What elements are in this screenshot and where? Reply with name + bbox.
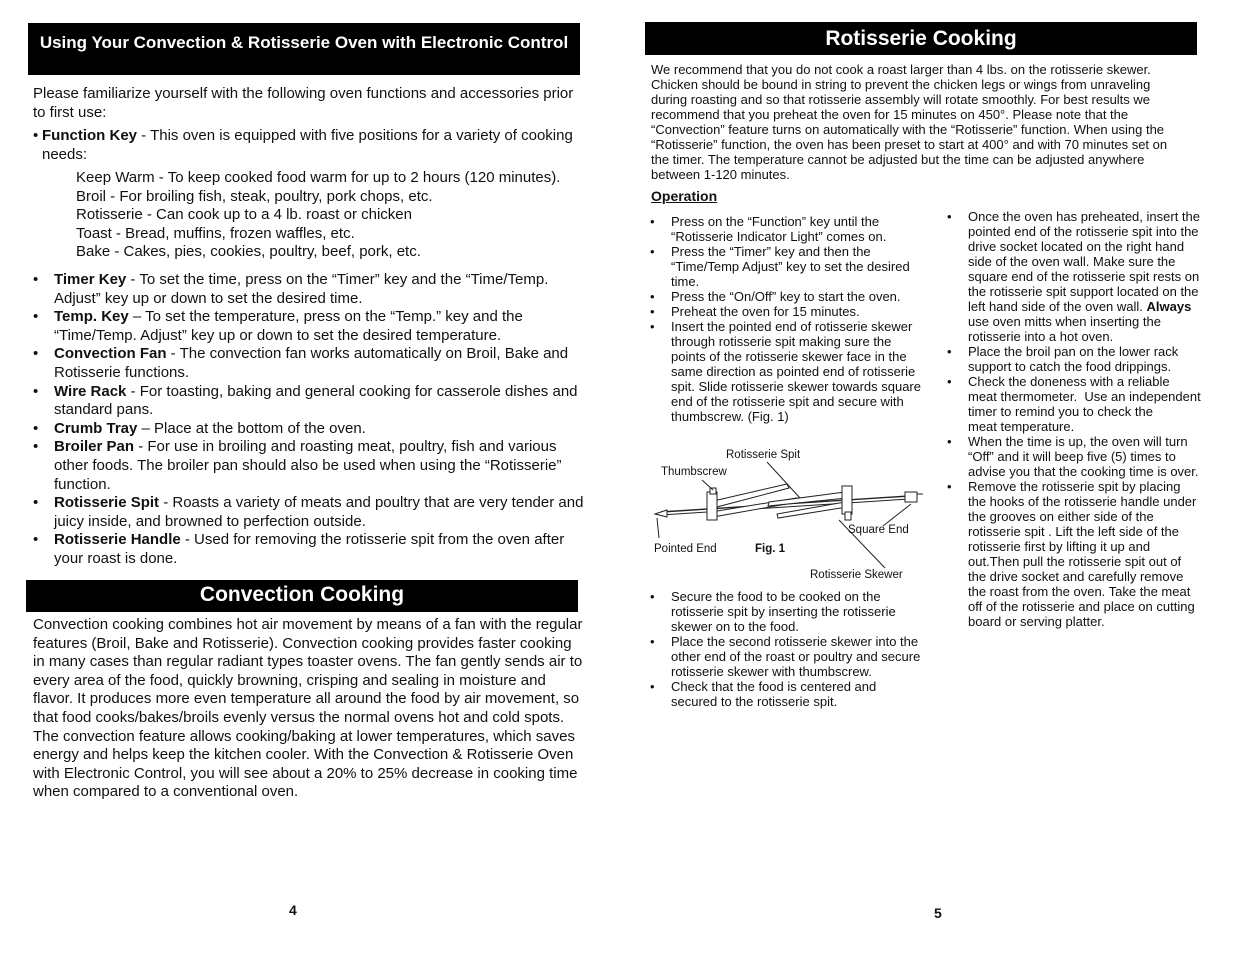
feature-text: – Place at the bottom of the oven. <box>137 419 366 437</box>
bullet: • <box>650 634 655 649</box>
step-text: Once the oven has preheated, insert the pointed end of the rotisserie spit into the drive socket located on the right hand side of the oven wall. Make sure the square end of the rotisserie spit rests on the rotisserie spit support located on the left hand side of the oven wall. <box>968 209 1200 314</box>
bullet: • <box>33 382 39 400</box>
operation-steps-col1 <box>650 214 926 424</box>
function-item-toast: Toast - Bread, muffins, frozen waffles, etc. <box>76 224 355 242</box>
function-items <box>76 169 586 262</box>
feature-label: Temp. Key <box>54 308 129 326</box>
operation-step <box>650 319 926 424</box>
bullet: • <box>650 289 655 304</box>
bullet: • <box>947 344 952 359</box>
function-item-rotisserie: Rotisserie - Can cook up to a 4 lb. roast or chicken <box>76 206 412 224</box>
function-item-broil: Broil - For broiling fish, steak, poultry, pork chops, etc. <box>76 187 433 205</box>
operation-step <box>650 214 926 244</box>
feature-label: Rotisserie Handle <box>54 531 181 549</box>
operation-step <box>650 679 926 709</box>
page-number-right: 5 <box>934 905 942 921</box>
step-text: When the time is up, the oven will turn “Off” and it will beep five (5) times to advise you that the cooking time is over. <box>968 434 1199 479</box>
feature-item-rotisserie-spit <box>33 494 586 531</box>
operation-step <box>947 374 1205 434</box>
feature-text: - For use in broiling and roasting meat, poultry, fish and various other foods. The broiler pan should also be used when using the “Rotisserie” function. <box>54 438 562 493</box>
bullet: • <box>947 209 952 224</box>
function-key-label: Function Key <box>42 127 138 144</box>
left-banner <box>28 23 580 75</box>
feature-item-wire-rack <box>33 383 586 420</box>
operation-steps-col1-after <box>650 589 926 709</box>
step-text: Check that the food is centered and secured to the rotisserie spit. <box>671 679 877 709</box>
label-rotisserie-spit: Rotisserie Spit <box>726 449 801 461</box>
feature-text: - The convection fan works automatically on Broil, Bake and Rotisserie functions. <box>54 345 569 381</box>
operation-step <box>947 344 1201 374</box>
page-right <box>617 0 1235 954</box>
bullet: • <box>33 271 39 288</box>
feature-label: Crumb Tray <box>54 419 138 437</box>
convection-text: Convection cooking combines hot air movement by means of a fan with the regular features (Broil, Bake and Rotisserie). Convection cooking provides faster cooking in many cases than regular radiant types toaster ovens. The fan gently sends air to every area of the food, quickly browning, crisping and sealing in moisture and flavor. It produces more even temperature all around the food by air movement, so that food cooks/bakes/broils evenly versus the normal ovens hot and cold spots. The convection feature allows cooking/baking at lower temperatures, which saves energy and helps keep the kitchen cooler. With the Convection & Rotisserie Oven with Electronic Control, you will see about a 20% to 25% decrease in cooking time when compared to a conventional oven. <box>33 616 583 801</box>
feature-item-broiler-pan <box>33 438 586 494</box>
operation-step <box>947 434 1201 479</box>
label-square-end: Square End <box>848 524 909 536</box>
step-text: Insert the pointed end of rotisserie skewer through rotisserie spit making sure the points of the rotisserie skewer face in the same direction as pointed end of rotisserie spit. Slide rotisserie skewer towards square end of the rotisserie spit and secure with thumbscrew. (Fig. 1) <box>671 319 921 424</box>
label-thumbscrew: Thumbscrew <box>661 466 727 478</box>
bullet: • <box>33 531 39 549</box>
bullet: • <box>947 374 952 389</box>
feature-label: Broiler Pan <box>54 438 135 456</box>
rotisserie-intro: We recommend that you do not cook a roast larger than 4 lbs. on the rotisserie skewer. Chicken should be bound in string to prevent the chicken legs or wings from unraveling during roasting and so that rotisserie assembly will rotate smoothly. For best results we recommend that you preheat the oven for 15 minutes on 450°. Please note that the “Convection” feature turns on automatically with the “Rotisserie” function. When using the “Rotisserie” function, the oven has been preset to start at 400° and with 70 minutes set on the timer. The temperature cannot be adjusted but the time can be adjusted anywhere between 1-120 minutes. <box>651 62 1168 182</box>
bullet: • <box>650 319 655 334</box>
feature-label: Timer Key <box>54 271 127 288</box>
feature-label: Convection Fan <box>54 345 167 363</box>
function-key-text: - This oven is equipped with five positions for a variety of cooking needs: <box>42 127 573 163</box>
feature-item-timer-key <box>33 271 586 308</box>
bullet: • <box>947 434 952 449</box>
bullet: • <box>650 589 655 604</box>
label-rotisserie-skewer: Rotisserie Skewer <box>810 569 903 581</box>
operation-step <box>650 304 926 319</box>
feature-item-rotisserie-handle <box>33 531 586 568</box>
feature-list <box>33 271 586 569</box>
rotisserie-banner <box>645 22 1197 55</box>
left-banner-title: Using Your Convection & Rotisserie Oven with Electronic Control <box>39 33 569 52</box>
convection-title: Convection Cooking <box>199 583 405 606</box>
rotisserie-title: Rotisserie Cooking <box>825 27 1017 50</box>
function-item-keep-warm: Keep Warm - To keep cooked food warm for up to 2 hours (120 minutes). <box>76 169 561 186</box>
feature-item-crumb-tray <box>33 420 586 439</box>
label-pointed-end: Pointed End <box>654 543 717 555</box>
bullet: • <box>33 438 39 456</box>
bullet: • <box>33 494 39 512</box>
bullet: • <box>33 308 39 326</box>
step-text: Press on the “Function” key until the “Rotisserie Indicator Light” comes on. <box>671 214 887 244</box>
step-text: Remove the rotisserie spit by placing the hooks of the rotisserie handle under the grooves on either side of the rotisserie spit . Lift the left side of the rotisserie first by lifting it up and out.Then pull the rotisserie spit out of the drive socket and carefully remove the roast from the oven. Take the meat off of the rotisserie and place on cutting board or serving platter. <box>968 479 1197 629</box>
bullet: • <box>650 679 655 694</box>
feature-text: - Used for removing the rotisserie spit from the oven after your roast is done. <box>54 531 565 567</box>
step-text-bold: Always <box>1146 299 1192 314</box>
feature-item-convection-fan <box>33 345 586 382</box>
step-text: Place the broil pan on the lower rack support to catch the food drippings. <box>968 344 1179 374</box>
step-text: Check the doneness with a reliable meat thermometer. Use an independent timer to remind you to check the meat temperature. <box>968 374 1205 434</box>
function-item-bake: Bake - Cakes, pies, cookies, poultry, beef, pork, etc. <box>76 243 421 261</box>
page-left <box>0 0 617 954</box>
operation-heading: Operation <box>651 188 718 204</box>
step-text: Preheat the oven for 15 minutes. <box>671 304 860 319</box>
operation-step <box>650 634 926 679</box>
feature-text: – To set the temperature, press on the “Temp.” key and the “Time/Temp. Adjust” key up or down to set the desired temperature. <box>54 308 523 344</box>
label-fig-1: Fig. 1 <box>755 543 786 555</box>
bullet: • <box>33 419 39 437</box>
operation-step <box>650 244 926 289</box>
bullet: • <box>650 214 655 229</box>
bullet: • <box>33 345 39 363</box>
feature-label: Wire Rack <box>54 382 127 400</box>
figure-1 <box>647 446 947 586</box>
operation-steps-col2 <box>947 209 1205 629</box>
step-text: Secure the food to be cooked on the rotisserie spit by inserting the rotisserie skewer on to the food. <box>671 589 896 634</box>
bullet: • <box>33 127 39 144</box>
left-intro: Please familiarize yourself with the following oven functions and accessories prior to first use: <box>33 85 574 121</box>
bullet: • <box>650 244 655 259</box>
feature-text: - For toasting, baking and general cooking for casserole dishes and standard pans. <box>54 382 578 419</box>
operation-step <box>947 479 1201 629</box>
step-text: Press the “Timer” key and then the “Time/Temp Adjust” key to set the desired time. <box>671 244 910 289</box>
step-text: Place the second rotisserie skewer into the other end of the roast or poultry and secure rotisserie skewer with thumbscrew. <box>671 634 921 679</box>
step-text: Press the “On/Off” key to start the oven. <box>671 289 901 304</box>
bullet: • <box>947 479 952 494</box>
page-number-left: 4 <box>289 902 297 918</box>
bullet: • <box>650 304 655 319</box>
function-key-item <box>33 127 581 164</box>
operation-step <box>947 209 1201 344</box>
feature-text: - To set the time, press on the “Timer” key and the “Time/Temp. Adjust” key up or down to set the desired time. <box>54 271 549 307</box>
operation-step <box>650 289 926 304</box>
operation-step <box>650 589 926 634</box>
feature-label: Rotisserie Spit <box>54 494 160 512</box>
feature-text: - Roasts a variety of meats and poultry that are very tender and juicy inside, and browned to perfection outside. <box>54 494 584 530</box>
convection-banner <box>26 580 578 612</box>
step-text-after: use oven mitts when inserting the rotisserie into a hot oven. <box>968 314 1161 344</box>
feature-item-temp-key <box>33 308 586 345</box>
